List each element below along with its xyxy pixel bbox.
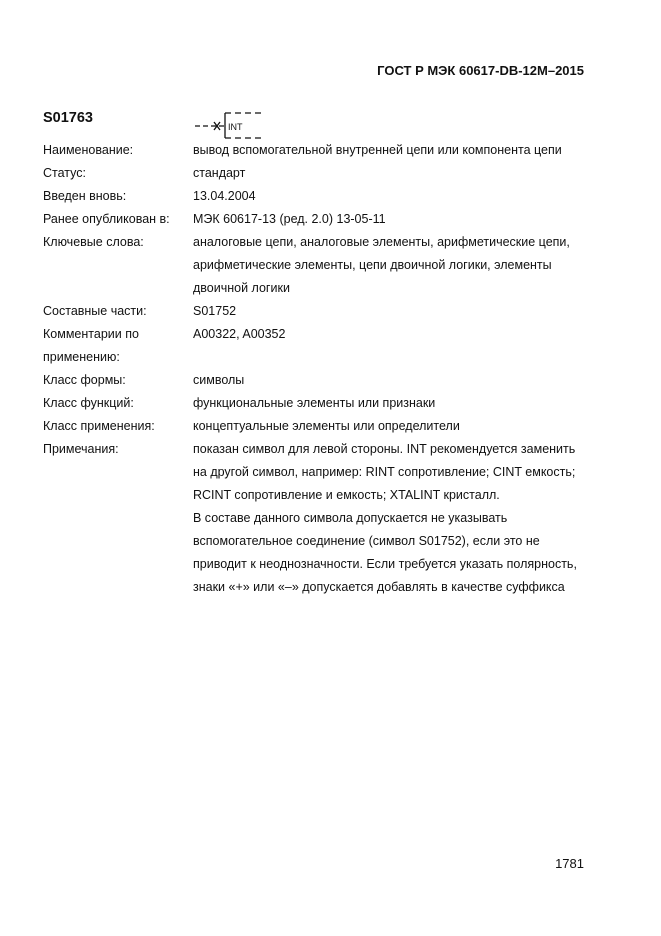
field-row-published [43, 208, 588, 231]
field-value: функциональные элементы или признаки [193, 396, 436, 410]
entry-fields [43, 139, 588, 599]
field-value: S01752 [193, 304, 237, 318]
field-row-introduced [43, 185, 588, 208]
field-row-application-class [43, 415, 588, 438]
field-label: Комментарии по применению: [43, 327, 139, 364]
field-row-keywords [43, 231, 588, 300]
int-symbol-graphic [193, 108, 265, 140]
field-row-comments [43, 323, 588, 369]
field-row-parts [43, 300, 588, 323]
field-value: концептуальные элементы или определители [193, 419, 460, 433]
field-label: Ранее опубликован в: [43, 212, 170, 226]
field-value: A00322, A00352 [193, 327, 286, 341]
field-label: Примечания: [43, 442, 119, 456]
field-label: Статус: [43, 166, 86, 180]
field-value-notes [193, 438, 588, 599]
field-label: Наименование: [43, 143, 134, 157]
field-value: 13.04.2004 [193, 189, 256, 203]
field-row-notes [43, 438, 588, 599]
field-value: аналоговые цепи, аналоговые элементы, арифметические цепи, арифметические элементы, цепи двоичной логики, элементы двоичной логики [193, 235, 570, 295]
page-number: 1781 [555, 856, 584, 871]
field-row-status [43, 162, 588, 185]
document-header-standard: ГОСТ Р МЭК 60617-DB-12M–2015 [377, 63, 584, 78]
notes-paragraph: показан символ для левой стороны. INT рекомендуется заменить на другой символ, например: RINT сопротивление; CINT емкость; RCINT сопротивление и емкость; XTALINT кристалл. [193, 442, 576, 502]
field-row-shape-class [43, 369, 588, 392]
symbol-label: INT [228, 122, 243, 132]
field-label: Класс применения: [43, 419, 155, 433]
entry-code: S01763 [43, 110, 93, 126]
field-row-function-class [43, 392, 588, 415]
field-label: Введен вновь: [43, 189, 127, 203]
field-row-name [43, 139, 588, 162]
field-label: Ключевые слова: [43, 235, 144, 249]
field-value: вывод вспомогательной внутренней цепи или компонента цепи [193, 143, 562, 157]
field-value: стандарт [193, 166, 246, 180]
field-value: МЭК 60617-13 (ред. 2.0) 13-05-11 [193, 212, 386, 226]
field-label: Класс функций: [43, 396, 134, 410]
field-label: Класс формы: [43, 373, 126, 387]
notes-paragraph: В составе данного символа допускается не указывать вспомогательное соединение (символ S01752), если это не приводит к неоднозначности. Если требуется указать полярность, знаки «+» или «–» допускается добавлять в качестве суффикса [193, 511, 577, 594]
field-value: символы [193, 373, 245, 387]
field-label: Составные части: [43, 304, 147, 318]
